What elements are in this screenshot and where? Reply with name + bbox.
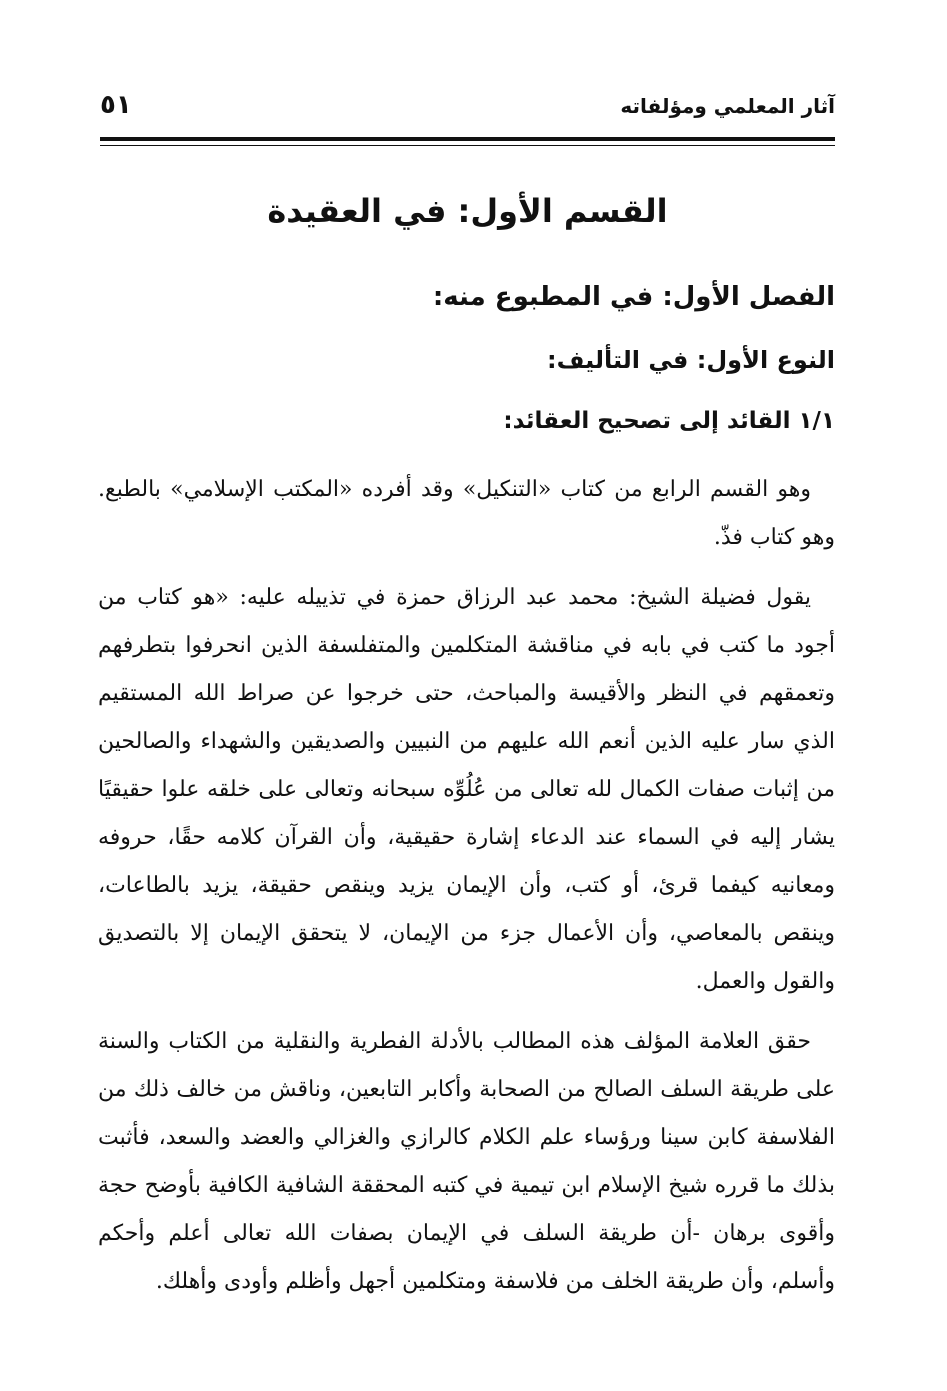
paragraph-intro: وهو القسم الرابع من كتاب «التنكيل» وقد أفرده «المكتب الإسلامي» بالطبع. وهو كتاب فذّ. <box>98 477 835 550</box>
type-heading: النوع الأول: في التأليف: <box>546 346 835 374</box>
header-rule-thin <box>100 145 835 146</box>
chapter-heading: الفصل الأول: في المطبوع منه: <box>432 282 835 312</box>
page-number: ٥١ <box>100 90 132 120</box>
running-title: آثار المعلمي ومؤلفاته <box>620 94 835 118</box>
item-heading: ١/١ القائد إلى تصحيح العقائد: <box>503 408 835 434</box>
paragraph-summary: حقق العلامة المؤلف هذه المطالب بالأدلة الفطرية والنقلية من الكتاب والسنة على طريقة السلف الصالح من الصحابة وأكابر التابعين، وناقش من خالف ذلك من الفلاسفة كابن سينا ورؤساء علم الكلام كالرازي والغزالي والعضد والسعد، فأثبت بذلك ما قرره شيخ الإسلام ابن تيمية في كتبه المحققة الشافية الكافية بأوضح حجة وأقوى برهان -أن طريقة السلف في الإيمان بصفات الله تعالى أعلم وأحكم وأسلم، وأن طريقة الخلف من فلاسفة ومتكلمين أجهل وأظلم وأودى وأهلك. <box>98 1029 835 1294</box>
running-header <box>100 86 835 126</box>
section-title: القسم الأول: في العقيدة <box>267 192 668 230</box>
paragraph-quote: يقول فضيلة الشيخ: محمد عبد الرزاق حمزة في تذييله عليه: «هو كتاب من أجود ما كتب في بابه في مناقشة المتكلمين والمتفلسفة الذين انحرفوا بتطرفهم وتعمقهم في النظر والأقيسة والمباحث، حتى خرجوا عن صراط الله المستقيم الذي سار عليه الذين أنعم الله عليهم من النبيين والصديقين والشهداء والصالحين من إثبات صفات الكمال لله تعالى من عُلُوِّه سبحانه وتعالى على خلقه علوا حقيقيًا يشار إليه في السماء عند الدعاء إشارة حقيقية، وأن القرآن كلامه حقًا، حروفه ومعانيه كيفما قرئ، أو كتب، وأن الإيمان يزيد وينقص حقيقة، يزيد بالطاعات، وينقص بالمعاصي، وأن الأعمال جزء من الإيمان، لا يتحقق الإيمان إلا بالتصديق والقول والعمل. <box>98 585 835 994</box>
header-rule-thick <box>100 137 835 141</box>
